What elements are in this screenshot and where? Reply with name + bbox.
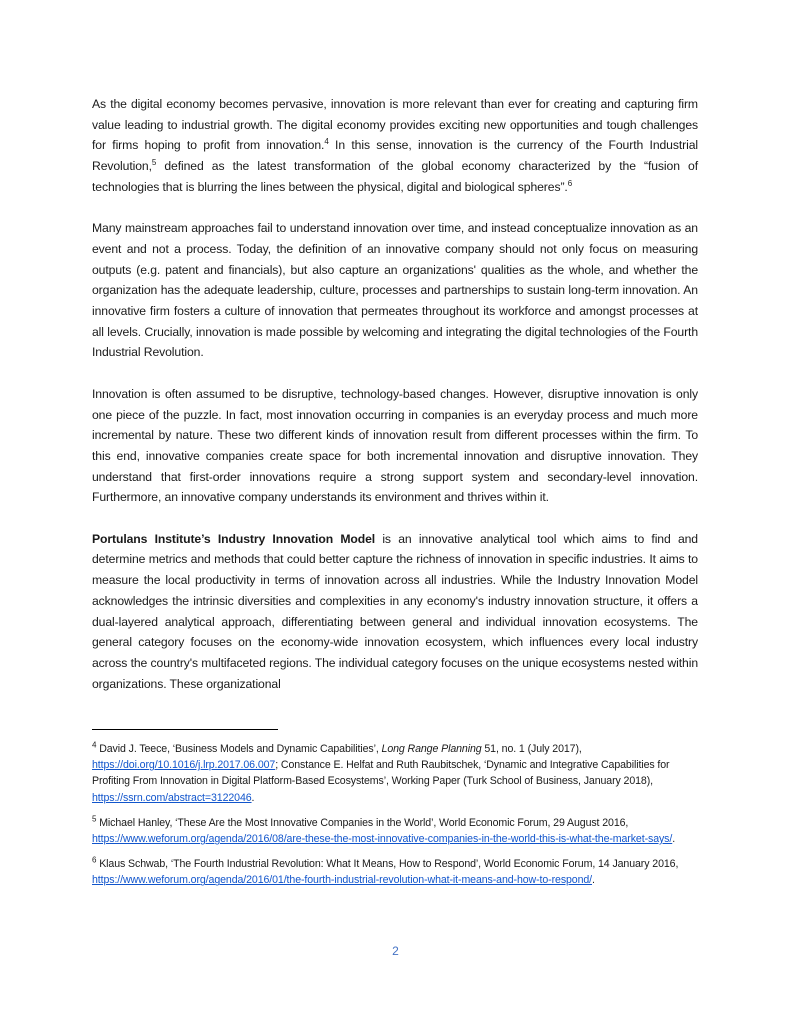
- footnote-number: 4: [92, 740, 97, 750]
- text: Klaus Schwab, ‘The Fourth Industrial Revolution: What It Means, How to Respond’, World Economic Forum, 14 January 2016,: [96, 858, 679, 871]
- text: .: [672, 833, 676, 846]
- ssrn-link[interactable]: https://ssrn.com/abstract=3122046: [92, 791, 252, 804]
- paragraph-mainstream-approaches: Many mainstream approaches fail to understand innovation over time, and instead conceptualize innovation as an event and not a process. Today, the definition of an innovative company should not only focus on measuring outputs (e.g. patent and financials), but also capture an organizations' qualities as the whole, and whether the organization has the adequate leadership, culture, processes and partnerships to sustain long-term innovation. An innovative firm fosters a culture of innovation that permeates throughout its workforce and amongst processes at all levels. Crucially, innovation is made possible by welcoming and integrating the digital technologies of the Fourth Industrial Revolution.: [92, 221, 698, 360]
- text: .: [251, 791, 255, 804]
- footnotes: [92, 741, 698, 898]
- journal-title: Long Range Planning: [381, 743, 482, 755]
- footnote-ref-4[interactable]: 4: [324, 137, 329, 147]
- text: .: [592, 874, 595, 887]
- footnote-ref-6[interactable]: 6: [567, 178, 573, 188]
- footnote-4: [92, 741, 698, 806]
- text: David J. Teece, ‘Business Models and Dynamic Capabilities’,: [96, 743, 382, 755]
- footnote-number: 6: [92, 855, 97, 865]
- weforum-link[interactable]: https://www.weforum.org/agenda/2016/08/are-these-the-most-innovative-companies-in-the-world-this-is-what-the-market-says/: [92, 833, 673, 846]
- text: As the digital economy becomes pervasive, innovation is more relevant than ever for creating and capturing firm value leading to industrial growth. The digital economy provides exciting new opportunities and tough challenges for firms hoping to profit from innovation.: [92, 97, 698, 153]
- text: In this sense, innovation is the currency of the Fourth Industrial Revolution,: [92, 138, 698, 174]
- text: ; Constance E. Helfat and Ruth Raubitschek, ‘Dynamic and Integrative Capabilities for Profiting From Innovation in Digital Platform-Based Ecosystems’, Working Paper (Turk School of Business, January 2018),: [92, 759, 670, 788]
- footnote-5: [92, 815, 698, 847]
- doi-link[interactable]: https://doi.org/10.1016/j.lrp.2017.06.007: [92, 759, 276, 772]
- text: defined as the latest transformation of the global economy characterized by the “fusion of technologies that is blurring the lines between the physical, digital and biological spheres”.: [92, 159, 698, 194]
- weforum-link[interactable]: https://www.weforum.org/agenda/2016/01/the-fourth-industrial-revolution-what-it-means-and-how-to-respond/: [92, 874, 593, 887]
- footnote-number: 5: [92, 814, 97, 824]
- text: Michael Hanley, ‘These Are the Most Innovative Companies in the World’, World Economic Forum, 29 August 2016,: [96, 816, 629, 829]
- footnote-ref-5[interactable]: 5: [151, 158, 157, 168]
- text: is an innovative analytical tool which aims to find and determine metrics and methods that could better capture the richness of innovation in specific industries. It aims to measure the local productivity in terms of innovation across all industries. While the Industry Innovation Model acknowledges the intrinsic diversities and complexities in any economy's industry innovation structure, it offers a dual-layered analytical approach, differentiating between general and individual innovation ecosystems. The general category focuses on the economy-wide innovation ecosystem, which influences every local industry across the country's multifaceted regions. The individual category focuses on the unique ecosystems nested within organizations. These organizational: [92, 531, 698, 691]
- footnote-6: [92, 856, 698, 888]
- page-number: 2: [392, 944, 399, 958]
- paragraph-digital-economy: [92, 94, 698, 198]
- paragraph-disruptive-innovation: Innovation is often assumed to be disruptive, technology-based changes. However, disruptive innovation is only one piece of the puzzle. In fact, most innovation occurring in companies is an everyday process and much more incremental by nature. These two different kinds of innovation result from different processes within the firm. To this end, innovative companies create space for both incremental innovation and disruptive innovation. They understand that first-order innovations require a strong support system and secondary-level innovation. Furthermore, an innovative company understands its environment and thrives within it.: [92, 386, 698, 505]
- paragraph-innovation-model: [92, 529, 698, 695]
- text: 51, no. 1 (July 2017),: [481, 743, 582, 755]
- body-text: [92, 94, 698, 715]
- model-name: Portulans Institute’s Industry Innovation Model: [92, 531, 376, 546]
- footnote-separator: [92, 729, 278, 730]
